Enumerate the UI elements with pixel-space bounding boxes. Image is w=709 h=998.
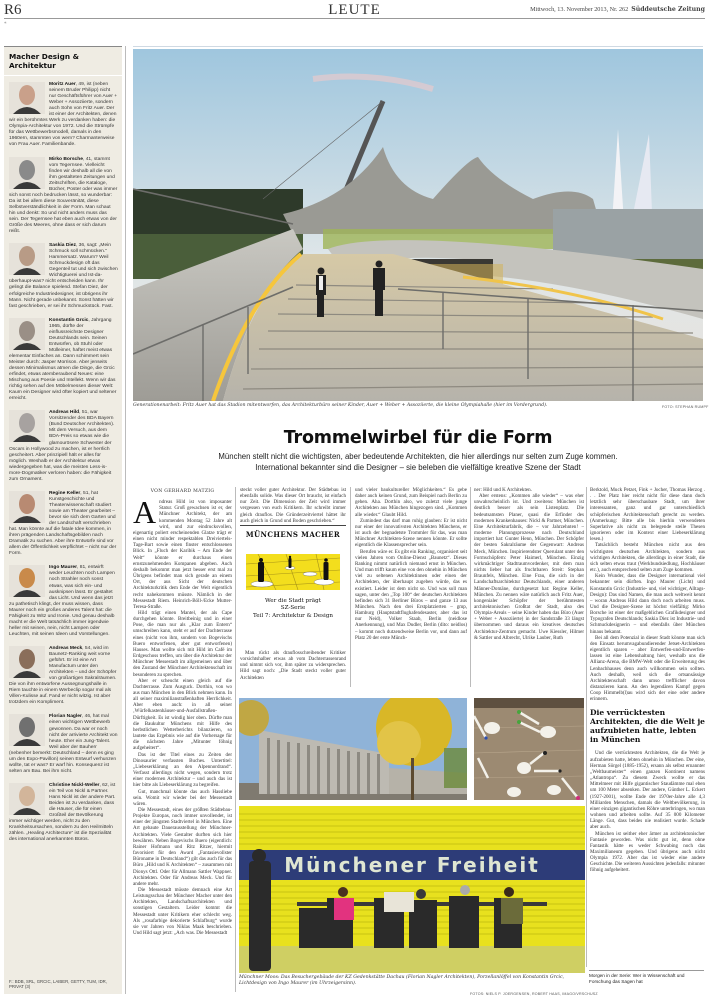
person-blurb: , 36, sagt: „Mein Schmuck soll schmücken.“ Hammersatz. Warum? Weil Schmuckdesign oft das Gegenteil tut und sich zwischen Wichtigtuerei und Ist-da-überhaupt-was? nicht entscheiden kann. Ihr gelingt die Balance spielend. Stefan Diez, der erfolgreiche Industriedesigner, ist übrigens ihr Mann. Nicht gerade unbekannt. Sonst hätten wir fast geschrieben, er sei ihr Schmuckstück. Fast. <box>9 243 118 309</box>
issue-date: Mittwoch, 13. November 2013, Nr. 262 <box>530 6 629 13</box>
masthead-rule <box>4 18 705 19</box>
portrait-photo <box>9 318 45 350</box>
person-name: Saskia Diez <box>49 243 76 249</box>
photo-muenchener-freiheit-station <box>239 806 585 973</box>
byline: VON GERHARD MATZIG <box>150 489 215 494</box>
series-line-2: SZ-Serie <box>280 605 306 612</box>
person-name: Moritz Auer <box>49 82 76 87</box>
hero-photo-credit: FOTO: STEPHAN RUMPF <box>662 405 709 409</box>
column-divider <box>125 46 126 994</box>
person-name: Florian Nagler <box>49 714 82 720</box>
sidebar-entry <box>4 312 122 405</box>
photo-station-illustration <box>239 806 585 973</box>
article-deck <box>133 452 703 473</box>
paragraph: steckt voller guter Architektur. Der Städtebau ist ebenfalls solide. Was dieser Ort braucht, ist einfach nur Zeit. Die Dimension der Zeit wird immer vergessen von euch Kritikern. Ihr schreibt immer gleich drauflos. Die Gründerzeitviertel hättet ihr auch gleich in Grund und Boden geschrieben.“ <box>240 487 346 524</box>
drop-cap: A <box>133 494 157 531</box>
sidebar-entry <box>4 640 122 708</box>
portrait-photo <box>9 783 45 815</box>
person-name: Christine Nickl-Weller <box>49 782 100 788</box>
person-name: Andreas Meck <box>49 645 83 651</box>
station-sign: Münchener Freiheit <box>284 853 540 877</box>
column-divider <box>470 487 471 687</box>
masthead <box>0 0 709 24</box>
sidebar-entry <box>4 237 122 312</box>
sidebar-entry <box>4 777 122 845</box>
series-illustration <box>246 554 340 590</box>
person-blurb: , 81, entwirft weder Leuchten noch Lampen noch Strahler noch sonst etwas, was sich ein- und ausknipsen lässt. Er gestaltet das Licht. Und wenn das jetzt zu pathetisch klingt, der muss wissen, dass Maurer noch ein großes anderes Talent hat: die Fähigkeit zu Witz und Ironie. Und genau deshalb macht er die Welt tatsächlich immer irgendwie heller mit seinen, nein, nicht Lampen oder Leuchten, mit seinen Ideen und Vorstellungen. <box>9 565 115 637</box>
paragraph: Aber erstens: „Kommen alle wieder“ – was eher unwahrscheinlich ist. Und zweitens: München ist deutlich besser als sein Listenplatz. Die bedeutsamsten Planer, quasi die Erfinder des modernen Krankenhauses: Nickl & Partner, München. Eine Architekturfabrik, die – vor Jahrzehnten! – moderne Planungsprozesse nach Deutschland importiert hat: Gunter Henn, München. Der Schöpfer der besten Sakralräume der Gegenwart: Andreas Meck, München. Inspirierendster Querulant unter den Formschöpfern: Peter Haimerl, München. Einzig wirkmächtiger Stadtraumvordenker, mit dem man nichts lieber hat als fruchtbaren Streit: Stephan Braunfels, München. Eine Frau, die sich in der Landschaftsarchitektur Deutschlands, einer anderen Männer-Domäne, durchgesetzt hat: Regine Keller, München. Zu nennen wäre natürlich auch Fritz Auer, kongenialer Schöpfer der berühmtesten architektonischen Großtat der Stadt, also des Olympia-Areals – seine Kinder haben das Büro (Auer + Weber + Assoziierte) in der Sandstraße 33 längst übernommen und daraus ein kreatives deutsches Architektur-Zentrum gemacht. Uwe Kiessler, Hilmer & Sattler und Albrecht, Ulrike Lauber, Ruth <box>474 493 584 641</box>
article-column-3 <box>355 487 467 687</box>
sidebar-list <box>4 76 122 845</box>
hero-illustration <box>133 49 703 401</box>
series-subtitle <box>240 598 346 620</box>
photo-dachau-visitor-building <box>239 698 467 800</box>
sidebar-entry <box>4 151 122 238</box>
paragraph: Zumindest das darf man ruhig glauben: Er ist nicht nur einer der innovativsten Architekten Münchens, er ist auch der begnadetste Trommler für das, was man Münchner Architekten-Szene nennen könnte. Er sollte eigentlich die Klassensprecher sein. <box>355 517 467 549</box>
portrait-photo <box>9 714 45 746</box>
article-subhead: Die verrücktesten Architekten, die die Welt je aufzubieten hatte, lebten in München <box>590 708 705 745</box>
photo-porcelain-spoons <box>474 698 584 800</box>
paragraph: Die Messestadt, eines der größten Städtebau-Projekte Europas, noch immer unvollendet, ist einer der jüngsten Stadtviertel in München. Eine Art gebaute Dauerausstellung der Münchner-Architekten. Viele Gestalter durften sich hier bewähren. Neben Bogevischs Buero (eigentlich: Rainer Hofmann und Ritz Ritzer, hiermit favorisiert für den Award „Fantasievollster Büroname in Deutschland“) gilt das auch für das Büro „Hild und K Architekten“ – zusammen mit Dionys Ottl. Oder für Allmann Sattler Wappner. Architekten. Oder für Andreas Meck. Und für andere mehr. <box>133 806 232 887</box>
paragraph: Tatsächlich besteht München nicht aus den wichtigsten deutschen Architekten, sondern aus wichtigen Architekten, die allerdings in einer Stadt, die sich selten etwas traut (Werkbundsiedlung, Hochhäuser etc.), auch entsprechend selten zum Zuge kommen. <box>590 542 705 574</box>
series-line-1: Wer die Stadt prägt <box>265 598 321 604</box>
portrait-photo <box>9 157 45 189</box>
paragraph: Berufen wäre er. Es gibt ein Ranking, organisiert seit vielen Jahren vom Online-Dienst „Baunetz“. Dieses Ranking nimmt natürlich niemand ernst in München. Und man trifft kaum eine von den ohnehin in München viel zu seltenen Architektinnen oder einen der Architekten, der überhaupt zugeben würde, das es existiert. Leider ist dem nicht so. Und was soll man sagen, unter den „Top 100“ der deutschen Architekten befinden sich 31 Berliner Büros – und ganze 13 aus München. Nach den drei Erstplatzierten – gmp, Hamburg (Hauptstadtflughafendesaster, aber das ist nur Neid), Volker Staab, Berlin (neidlose Anerkennung), und Max Dudler, Berlin (dito: neidlos) – kommt noch dutzendweise Berlin vor, und dann auf Platz 20 der erste Münch- <box>355 548 467 641</box>
paragraph: Das ist der Titel eines zu Zeiten der Dinosaurier verfassten Buches. Untertitel: „Liebeserklärung an den Alpennordrand“. Verfasst allerdings nicht wegen, sondern trotz einer modernen Architektur – und auch das ist hier bitte als Liebeserklärung zu begreifen. <box>133 751 232 789</box>
series-box <box>240 525 346 637</box>
column-divider <box>350 487 351 687</box>
portrait-photo <box>9 491 45 523</box>
deck-line-1: München stellt nicht die wichtigsten, aber bedeutende Architekten, die hier allerdings nur selten zum Zuge kommen. <box>218 452 618 461</box>
edition-marker: * <box>4 21 7 27</box>
person-blurb: , 54, wird im Baunetz-Ranking weit vorne geführt. Er ist eine Art Manufactum unter den Architekten – und der Schöpfer von großartigen Sakralräumen. Die von ihm entworfene Aussegnungshalle in Riem tauchte in einem Werbeclip sogar mal als Villen-Kulisse auf. Fand er nicht witzig. Ist aber trotzdem ein Kompliment. <box>9 645 117 706</box>
paragraph: Berktold, Muck Petzet, Fink + Jocher, Thomas Herzog . . . Der Platz hier reicht nicht für diese dann doch letztlich sehr überschaubare Stadt, um ihrer interessanten, ganz und gar unterschiedlich schöpferischen Architektenschaft gerecht zu werden. (Anmerkung: Bitte alle bis hierhin verwendeten Superlative als nicht zu belegende steile Thesen ignorieren oder im Kontext einer Liebeserklärung lesen.) <box>590 487 705 543</box>
section-title: LEUTE <box>328 2 381 18</box>
person-name: Andreas Hild <box>49 410 80 416</box>
sidebar-people <box>4 46 122 994</box>
portrait-photo <box>9 410 45 442</box>
paragraph: Man rückt als drauflosschreibender Kritiker vorsichtshalber etwas ab vom Dachterrassenrand und nimmt sich vor, ihm später zu widersprechen. Hild sagt noch: „Die Stadt steckt voller guter Architekten <box>240 650 346 681</box>
sidebar-entry <box>4 485 122 560</box>
portrait-photo <box>9 565 45 597</box>
person-name: Konstantin Grcic <box>49 317 89 323</box>
network-people-icon <box>246 554 340 590</box>
article-headline: Trommelwirbel für die Form <box>283 428 553 448</box>
paragraph: Die Messestadt müsste demnach eine Art Leistungsschau der Münchner Macher unter den Architekten, Landschaftsarchitekten und sonstigen Gestaltern. Leider kommt die Messestadt unter Kritikern eher schlecht weg. Als „rosafarbige dekorierte Schlafburg“ wurde sie vor Jahren von Niklas Maak beschrieben. Und Hild sagt jetzt: „Ach was. Die Messestadt <box>133 887 232 937</box>
portrait-photo <box>9 243 45 275</box>
person-blurb: , 46, hat mal einen wichtigen Wettbewerb gewonnen. Da war er noch nicht der arrivierte Architekt von heute. Eher ein Jung-Talent. Weil aber der Bauherr (nebenher bemerkt: Deutschland – denn es ging um den Expo-Pavillon) seinen Entwurf verhunzen wollte, tat er was? Er warf hin. Konsequenz ist selten am Bau. Bei ihm nicht. <box>9 714 118 774</box>
article-column-1 <box>133 487 232 992</box>
page-number: R6 <box>4 2 22 18</box>
article-column-4 <box>474 487 584 687</box>
person-blurb: , Jahrgang 1965, dürfte der einflussreichste Designer Deutschlands sein. Seinen Entwürfen, ob Stuhl oder Mülleimer, haftet meist etwas elementar Einfaches an. Dann schimmert sein Meister durch: Jasper Morrison. Aber jenseits dessen Minimalismus atmen die Dinge, die Grcic erfindet, etwas atemberaubend Neues: eine Mischung aus Poesie und Intellekt. Wenn wir das richtig sehen auf den Möbelmessen dieser Welt: Kaum ein Designer wird öfter kopiert und seltener erreicht. <box>9 317 117 402</box>
person-blurb: , 49, ist (neben seinem Bruder Philipp) nicht nur Geschäftsführer von Auer + Weber + Assoziierte, sondern auch Sohn von Fritz Auer. Der ist einer der Architekten, denen wir ein berühmtes Werk zu verdanken haben: die Olympia-Architektur von 1972. Und die Strümpfe für das Wettbewerbsmodell, damals in den 1960ern, stammten von wem? Charmanterweise von Frau Auer. Familienbande. <box>9 82 118 148</box>
hero-rule <box>133 46 703 47</box>
portrait-photo <box>9 82 45 114</box>
paragraph: und vieler baukultureller Möglichkeiten.“ Es gebe daher auch keinen Grund, zum Beispiel nach Berlin zu gehen. Aha. Dorthin also, wo zuletzt viele junge Architekten aus München hingezogen sind. „Kommen alle wieder.“ Glaubt Hild. <box>355 487 467 518</box>
photos-credit: FOTOS: NIELS P. JOERGENSEN, ROBERT HAAS, IMAGO/VRSCHUSZ <box>470 992 598 996</box>
sidebar-title: Macher Design & Architektur <box>4 47 122 76</box>
paragraph: Und die verrücktesten Architekten, die die Welt je aufzubieten hatte, lebten ohnehin in München. Der eine, Herman Sörgel (1885-1952), ersann als selbst ernannter „Weltbaumeister“ einen ganzen Kontinent namens „Atlantropa“. Zu diesem Zweck wollte er das Mittelmeer mit Hilfe gigantischer Staudämme mal eben um 100 Meter absenken. Der andere, Günther L. Eckert (1927-2001), wollte Ende der 1970er-Jahre alle 4,3 Milliarden Menschen, damals die Weltbevölkerung, in einer einzigen gigantischen Röhre unterbringen, wo man wohnen und arbeiten sollte. Auf 35 000 Kilometer Länge. Gut, dass beides nie realisiert wurde. Schade aber auch. <box>590 750 705 831</box>
series-title: MÜNCHENS MACHER <box>245 530 341 539</box>
series-line-3: Teil 7: Architektur & Design <box>252 612 334 619</box>
photo-dachau-illustration <box>239 698 467 800</box>
paragraph: Kein Wunder, dass die Designer international viel bekannter sein dürften. Ingo Maurer (Licht) und Konstantin Grcic (Industrie- und, viel wichtiger, Alltags-Design): Das sind Namen, die man auch weltweit kennt – woran Andreas Hild dann doch noch arbeiten muss. Und die Designer-Szene ist höchst vielfältig: Mirko Borsche ist einer der maßgeblichen Grafikdesigner und Typografen Deutschlands; Saskia Diez ist Industrie- und Schmuckdesignerin – und ebenfalls über München hinaus bekannt. <box>590 573 705 635</box>
sidebar-entry <box>4 559 122 640</box>
sidebar-entry <box>4 708 122 776</box>
paragraph: Bei all dem Potenzial in dieser Stadt könnte man sich den Einsatz herumvagabundierender Jetset-Architekten eigentlich sparen – aber Entwerfen-und-Entwerfen-lassen ist eine Lebenshaltung hier, weshalb uns die Allianz-Arena, die BMW-Welt oder die Erweiterung des Lenbachhauses denn auch willkommen sein sollten. Auch deshalb, weil sich die ortsansässige Architektenschaft dann umso trefflicher davon distanzieren kann. An den legendären Kampf gegen Coop Himmelb(l)au wird sich der eine oder andere erinnern. <box>590 634 705 703</box>
person-blurb: , 51, hat Kunstgeschichte und Theaterwissenschaft studiert sowie am Theater gearbeitet – bevor sie sich dem Garten und der Landschaft verschrieben hat. Man könnte auf die fatale Idee kommen, in ihren prägenden Landschaftsgebilden nach Dramatik zu suchen. Aber ihre Entwürfe sind vor allem der Öffentlichkeit verpflichtet – nicht nur der Form. <box>9 490 117 557</box>
paragraph: Hild trägt einen Mantel, der als Cape durchgehen könnte. Breitbeinig und in einer Pose, die man nur als „Klar zum Entern“ umschreiben kann, steht er auf der Dachterrasse eines (nicht von ihm, sondern von Bogevischs Buero entworfenen, aber gut entworfenen) Hauses. Man wollte sich mit Hild im Café im Erdgeschoss treffen, um über die Architektur der Münchner Messestadt im allgemeinen und über den Zustand der Münchner Architektenschaft im besonderen zu sprechen. <box>133 609 232 678</box>
person-name: Mirko Borsche <box>49 156 83 162</box>
photos-caption: Münchner Moos: Das Besuchergebäude der KZ Gedenkstätte Dachau (Florian Nagler Architekten), Porzellanlöffel von Konstantin Grcic, Lichtdesign von Ingo Maurer (im Uhrzeigersinn). <box>239 975 565 986</box>
person-blurb: , 41, stammt vom Tegernsee. Vielleicht finden wir deshalb all die von ihm gestalteten Zeitungen und Zeitschriften, die Kataloge, Bücher, Poster oder was immer sich sonst noch bedrucken lässt, so wunderbar: Da ist bei allem diese Souveränität, diese Selbstverständlichkeit in der Form. Man schaut hin und denkt: So und nicht anders muss das sein. Der Tegernsee hat eben auch etwas von der Größe des Meeres, ohne dass er sich darum reißt. <box>9 156 118 235</box>
person-name: Regine Keller <box>49 490 81 496</box>
sidebar-photo-credit: F.: BDB, SRL, GRCIC, LAIBER, GETTY, TUM, IDR, PRIVAT (3) <box>9 979 107 989</box>
person-blurb: , 62, ist ein Teil von Nickl & Partner. Hans Nickl ist der andere Part. Beiden ist zu verdanken, dass die Häuser, die für einen Großteil der Bevölkerung immer wichtiger werden, nicht zu den Krankheitsursachen, sondern zu den Heilmitteln zählen. „Healing Architecture“ ist die Spezialität des international anerkannten Büros. <box>9 782 116 843</box>
person-blurb: , 51, war Vorsitzender des BDA Bayern (Bund Deutscher Architekten). Mit dem Versuch, aus dem BDA-Preis so etwas wie die glamourösere Schwester der Oscars in Hollywood zu machen, ist er herrlich gescheitert. Aber prinzipiell hält er alles für möglich. Weshalb er der Architektur etwas wiedergegeben hat, was die meisten Less-is-more-Dogmatiker verloren haben: die Fähigkeit zum Ornament. <box>9 410 115 482</box>
sidebar-entry <box>4 76 122 151</box>
dateline <box>530 6 705 13</box>
paragraph: ndreas Hild ist von imposanter Statur. Groß gewachsen ist er, der Münchner Architekt, der am kommenden Montag 52 Jahre alt wird, und zur eindrucksvollen, eigenartig poliert erscheinenden Glatze trägt er einen nicht minder respektablen Dreiviertels-Tage-Bart sowie einen finster entschlossenen Blick. In „Fluch der Karibik – Am Ende der Welt“ könnte er durchaus einen ernstzunehmenden Kompanen abgeben. Auch deshalb bekommt man jetzt besser erst mal zu Übrigens befindet man sich gerade an einem Ort, der aus Sicht der deutschen Architekturkritik dem Ende der Welt eigentlich recht nahekommen müsste. Nämlich in der Messestadt Riem. Heinrich-Böll-/Ecke Mutter-Teresa-Straße. <box>133 499 232 610</box>
paragraph: München ist seither eher ärmer an architektonischer Fantasie geworden. Was nicht gut ist, denn ohne Fantastik hätte es weder Schwabing noch das Maximilianeum gegeben. Und übrigens auch nicht Olympia 1972. Aber das ist wieder eine andere Geschichte. Die weiteren Aussichten jedenfalls: mitunter föhnig aufgeheitert. <box>590 830 705 874</box>
hero-caption: Generationenarbeit: Fritz Auer hat das Stadion mitentworfen, das Architekturbüro seiner Kinder, Auer + Weber + Assoziierte, die kleine Olympiahalle (hier im Vordergrund). <box>133 403 548 408</box>
paragraph: ner: Hild und K Architekten. <box>474 487 532 493</box>
person-name: Ingo Maurer <box>49 565 77 571</box>
paragraph: Aber er scheucht einen gleich auf die Dachterrasse. Zum Ausguck. Dorthin, von wo aus man München in den Blick nehmen kann. In all seiner maximilianstraßenhaften Herrlichkeit. Aber eben auch: in all seiner ‚Würfelkastenhäuser-und-Ausfallstraßen-Dürftigkeit. Es ist windig hier oben. Dürfte man die Baukultur Münchens mit Hilfe des herbstlichen Wetterberichts bilanzieren, so lautete das Ergebnis wie auf die Vorhersage für die nächsten Jahre „Mitunter föhnig aufgeheitert“. <box>133 677 232 752</box>
portrait-photo <box>9 646 45 678</box>
article-column-5 <box>590 487 705 965</box>
column-divider <box>586 487 587 967</box>
paragraph: Gut, manchmal könnte das auch Hassliebe sein. Womit wir wieder bei der Messestadt wären. <box>133 788 232 807</box>
hero-photo-olympiahalle <box>133 49 703 401</box>
series-teaser: Morgen in der Serie: Wer in Wissenschaft und Forschung das Sagen hat <box>589 970 704 985</box>
publication-logo: Süddeutsche Zeitung <box>631 6 705 13</box>
deck-line-2: International bekannter sind die Designer – sie beleben die vielfältige kreative Szene der Stadt <box>255 462 581 472</box>
article-column-2-bottom <box>240 650 346 688</box>
photo-spoons-illustration <box>474 698 584 800</box>
article-column-2-top <box>240 487 346 527</box>
column-divider <box>235 487 236 992</box>
sidebar-entry <box>4 404 122 485</box>
